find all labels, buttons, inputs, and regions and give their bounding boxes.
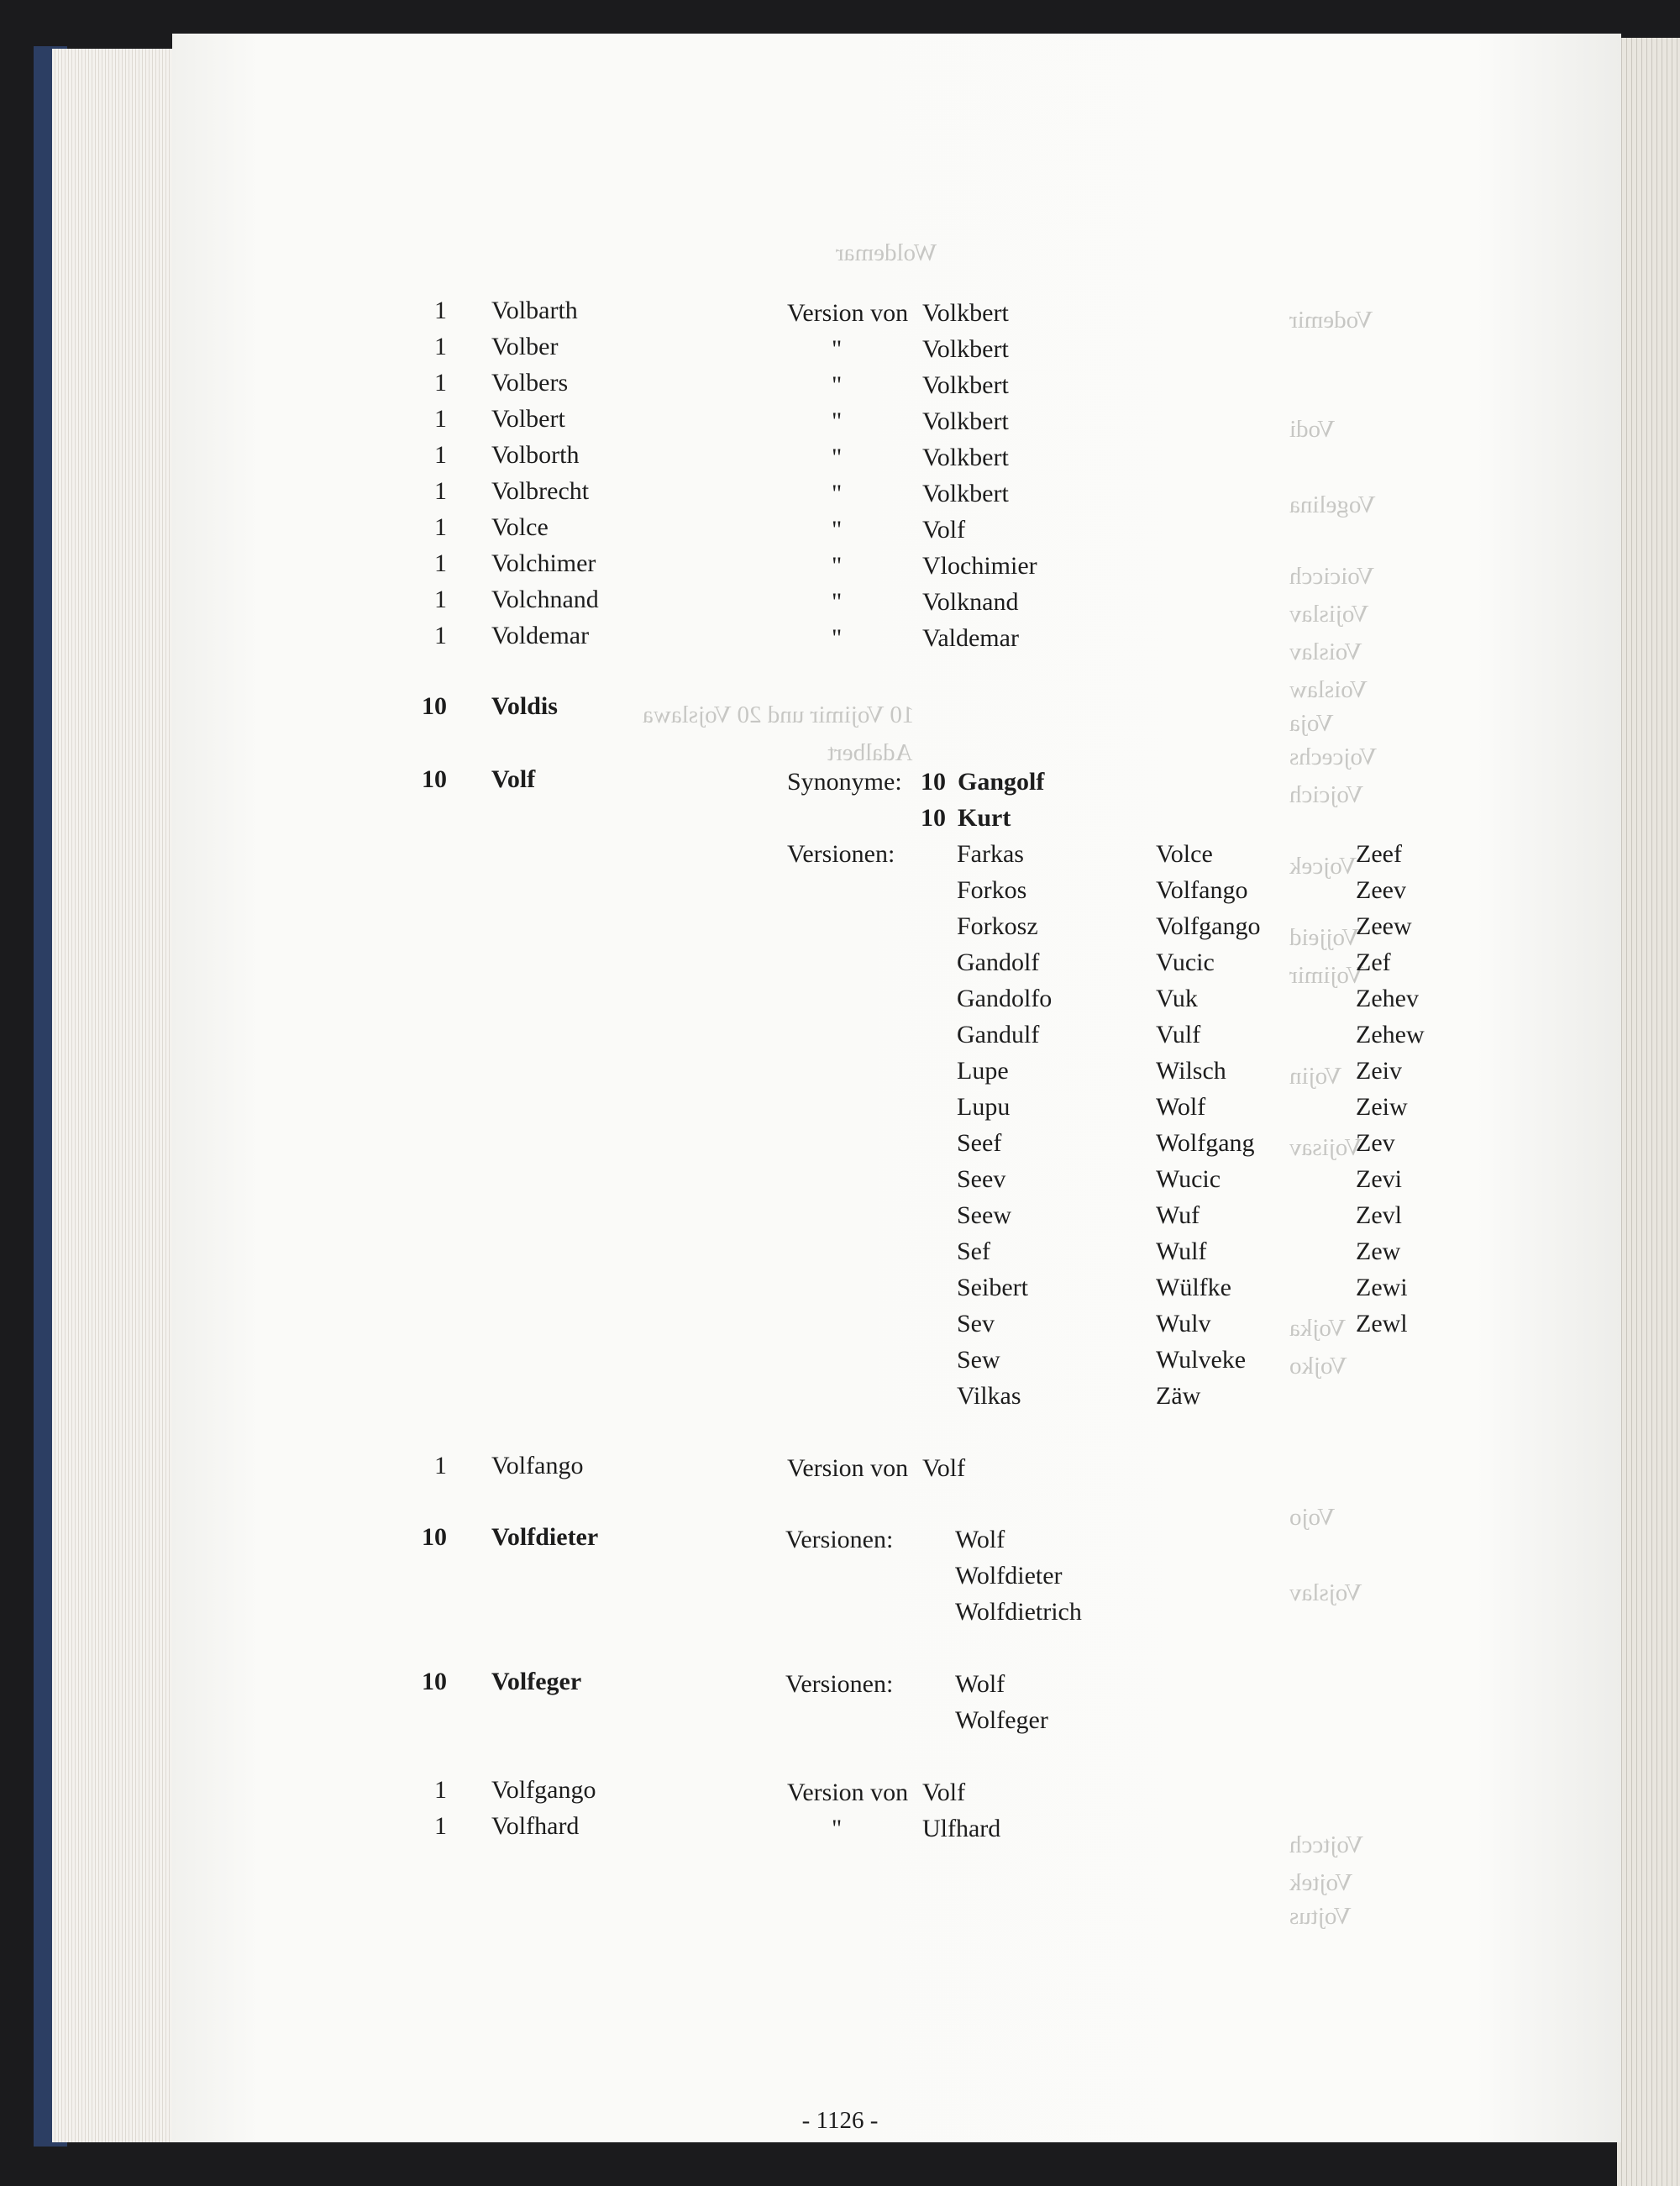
- version-name: Wolf: [955, 1670, 1005, 1698]
- bleed-through-word: Vojjeid: [1289, 924, 1360, 951]
- bleed-through-word: Vojko: [1289, 1353, 1347, 1379]
- ditto-mark: ": [832, 335, 843, 363]
- bleed-through-word: Vojislav: [1289, 601, 1369, 628]
- entry-reference: Valdemar: [922, 624, 1019, 652]
- entry-count: 1: [434, 1812, 447, 1840]
- synonym-count: 10: [921, 768, 946, 796]
- versions-label: Versionen:: [785, 1670, 894, 1698]
- entry-count: 10: [422, 692, 447, 720]
- entry-name: Volbrecht: [491, 477, 590, 505]
- version-name: Zevi: [1356, 1165, 1402, 1193]
- entry-reference: Vlochimier: [922, 552, 1037, 580]
- version-name: Zehev: [1356, 985, 1419, 1012]
- bleed-through-word: Vojcechs: [1289, 744, 1378, 770]
- version-name: Zef: [1356, 948, 1391, 976]
- entry-name: Voldis: [491, 692, 558, 720]
- version-name: Forkosz: [957, 912, 1038, 940]
- version-name: Wuf: [1156, 1201, 1200, 1229]
- version-name: Lupe: [957, 1057, 1009, 1085]
- version-name: Lupu: [957, 1093, 1011, 1121]
- synonym-count: 10: [921, 804, 946, 832]
- bleed-through-word: Voislaw: [1289, 676, 1368, 703]
- bleed-through-word: Vojisav: [1289, 1134, 1362, 1161]
- entry-count: 1: [434, 549, 447, 577]
- entry-name: Volber: [491, 333, 559, 360]
- entry-name: Volce: [491, 513, 549, 541]
- bleed-through-word: Vogelina: [1289, 491, 1376, 518]
- entry-count: 1: [434, 333, 447, 360]
- entry-count: 10: [422, 765, 447, 793]
- version-name: Gandolfo: [957, 985, 1053, 1012]
- entry-count: 1: [434, 586, 447, 613]
- version-name: Wolfdieter: [955, 1562, 1063, 1590]
- version-name: Wulf: [1156, 1238, 1207, 1265]
- bleed-through-word: Vojtek: [1289, 1869, 1353, 1896]
- entry-name: Volfango: [491, 1452, 584, 1479]
- entry-name: Volbers: [491, 369, 569, 397]
- version-name: Vulf: [1156, 1021, 1201, 1048]
- bleed-through-word: Voicicch: [1289, 563, 1374, 590]
- version-name: Wulveke: [1156, 1346, 1247, 1374]
- entry-name: Volborth: [491, 441, 580, 469]
- entry-name: Volbert: [491, 405, 565, 433]
- synonyms-label: Synonyme:: [787, 768, 902, 796]
- ditto-mark: ": [832, 407, 843, 435]
- version-name: Zewl: [1356, 1310, 1408, 1337]
- version-name: Volfango: [1156, 876, 1248, 904]
- version-name: Sev: [957, 1310, 995, 1337]
- ditto-mark: ": [832, 516, 843, 544]
- version-name: Wulv: [1156, 1310, 1211, 1337]
- entry-name: Volchnand: [491, 586, 599, 613]
- entry-name: Volchimer: [491, 549, 596, 577]
- entry-reference: Volf: [922, 516, 966, 544]
- bleed-through-word: Vojcek: [1289, 853, 1357, 880]
- bleed-through-word: Adalbert: [827, 739, 913, 766]
- bleed-through-word: Voislav: [1289, 638, 1362, 665]
- version-name: Gandolf: [957, 948, 1040, 976]
- entry-relation: Version von: [787, 299, 909, 327]
- version-name: Vucic: [1156, 948, 1215, 976]
- version-name: Farkas: [957, 840, 1024, 868]
- versions-label: Versionen:: [785, 1526, 894, 1553]
- version-name: Wolfgang: [1156, 1129, 1255, 1157]
- version-name: Wilsch: [1156, 1057, 1226, 1085]
- bleed-through-word: Vojo: [1289, 1504, 1336, 1531]
- version-name: Zäw: [1156, 1382, 1201, 1410]
- version-name: Wolfeger: [955, 1706, 1048, 1734]
- entry-reference: Volkbert: [922, 444, 1009, 471]
- version-name: Wolf: [955, 1526, 1005, 1553]
- bleed-through-word: Vojimir: [1289, 962, 1364, 989]
- version-name: Zeiw: [1356, 1093, 1408, 1121]
- entry-count: 1: [434, 477, 447, 505]
- version-name: Volce: [1156, 840, 1213, 868]
- entry-reference: Volkbert: [922, 299, 1009, 327]
- version-name: Seew: [957, 1201, 1011, 1229]
- page-number: - 1126 -: [801, 2107, 879, 2134]
- entry-count: 1: [434, 622, 447, 649]
- version-name: Wülfke: [1156, 1274, 1231, 1301]
- ditto-mark: ": [832, 552, 843, 580]
- version-name: Seef: [957, 1129, 1002, 1157]
- entry-name: Volfgango: [491, 1776, 596, 1804]
- entry-reference: Volf: [922, 1454, 966, 1482]
- entry-name: Volfeger: [491, 1668, 582, 1695]
- ditto-mark: ": [832, 480, 843, 507]
- entry-name: Volbarth: [491, 297, 578, 324]
- version-name: Zev: [1356, 1129, 1395, 1157]
- ditto-mark: ": [832, 1815, 843, 1842]
- entry-reference: Volkbert: [922, 407, 1009, 435]
- ditto-mark: ": [832, 444, 843, 471]
- entry-relation: Version von: [787, 1454, 909, 1482]
- version-name: Volfgango: [1156, 912, 1261, 940]
- bleed-through-word: Voja: [1289, 710, 1334, 737]
- version-name: Forkos: [957, 876, 1027, 904]
- versions-label: Versionen:: [787, 840, 895, 868]
- version-name: Seibert: [957, 1274, 1028, 1301]
- entry-count: 10: [422, 1668, 447, 1695]
- bleed-through-word: Vojslav: [1289, 1579, 1362, 1606]
- version-name: Wolf: [1156, 1093, 1206, 1121]
- version-name: Gandulf: [957, 1021, 1040, 1048]
- bleed-through-word: Vodi: [1289, 416, 1336, 443]
- version-name: Zew: [1356, 1238, 1401, 1265]
- version-name: Zeew: [1356, 912, 1412, 940]
- entry-count: 1: [434, 369, 447, 397]
- entry-reference: Volkbert: [922, 480, 1009, 507]
- entry-reference: Volkbert: [922, 335, 1009, 363]
- entry-name: Volf: [491, 765, 536, 793]
- version-name: Zewi: [1356, 1274, 1408, 1301]
- entry-count: 1: [434, 297, 447, 324]
- version-name: Wucic: [1156, 1165, 1221, 1193]
- version-name: Sef: [957, 1238, 990, 1265]
- bleed-through-word: Vojcich: [1289, 781, 1364, 808]
- entry-name: Voldemar: [491, 622, 590, 649]
- entry-count: 10: [422, 1523, 447, 1551]
- bleed-through-word: Vojin: [1289, 1063, 1342, 1090]
- bleed-through-word: Vojtcch: [1289, 1831, 1364, 1858]
- entry-count: 1: [434, 513, 447, 541]
- entry-name: Volfdieter: [491, 1523, 599, 1551]
- version-name: Zeef: [1356, 840, 1402, 868]
- bleed-through-word: Woldemar: [836, 239, 937, 266]
- entry-count: 1: [434, 441, 447, 469]
- ditto-mark: ": [832, 371, 843, 399]
- entry-reference: Volknand: [922, 588, 1019, 616]
- synonym-name: Kurt: [958, 804, 1011, 832]
- entry-reference: Ulfhard: [922, 1815, 1001, 1842]
- version-name: Vilkas: [957, 1382, 1021, 1410]
- entry-count: 1: [434, 405, 447, 433]
- version-name: Zeiv: [1356, 1057, 1402, 1085]
- version-name: Vuk: [1156, 985, 1198, 1012]
- synonym-name: Gangolf: [958, 768, 1045, 796]
- bleed-through-word: Vojka: [1289, 1315, 1347, 1342]
- entry-reference: Volkbert: [922, 371, 1009, 399]
- version-name: Zeev: [1356, 876, 1406, 904]
- bleed-through-word: Vodemir: [1289, 307, 1373, 334]
- entry-count: 1: [434, 1452, 447, 1479]
- version-name: Sew: [957, 1346, 1000, 1374]
- bleed-through-word: Vojtus: [1289, 1903, 1352, 1930]
- ditto-mark: ": [832, 624, 843, 652]
- entry-name: Volfhard: [491, 1812, 580, 1840]
- entry-count: 1: [434, 1776, 447, 1804]
- version-name: Zevl: [1356, 1201, 1402, 1229]
- version-name: Zehew: [1356, 1021, 1425, 1048]
- ditto-mark: ": [832, 588, 843, 616]
- version-name: Wolfdietrich: [955, 1598, 1082, 1626]
- entry-reference: Volf: [922, 1779, 966, 1806]
- version-name: Seev: [957, 1165, 1006, 1193]
- entry-relation: Version von: [787, 1779, 909, 1806]
- bleed-through-word: 10 Vojimir und 20 Vojslawa: [643, 702, 915, 728]
